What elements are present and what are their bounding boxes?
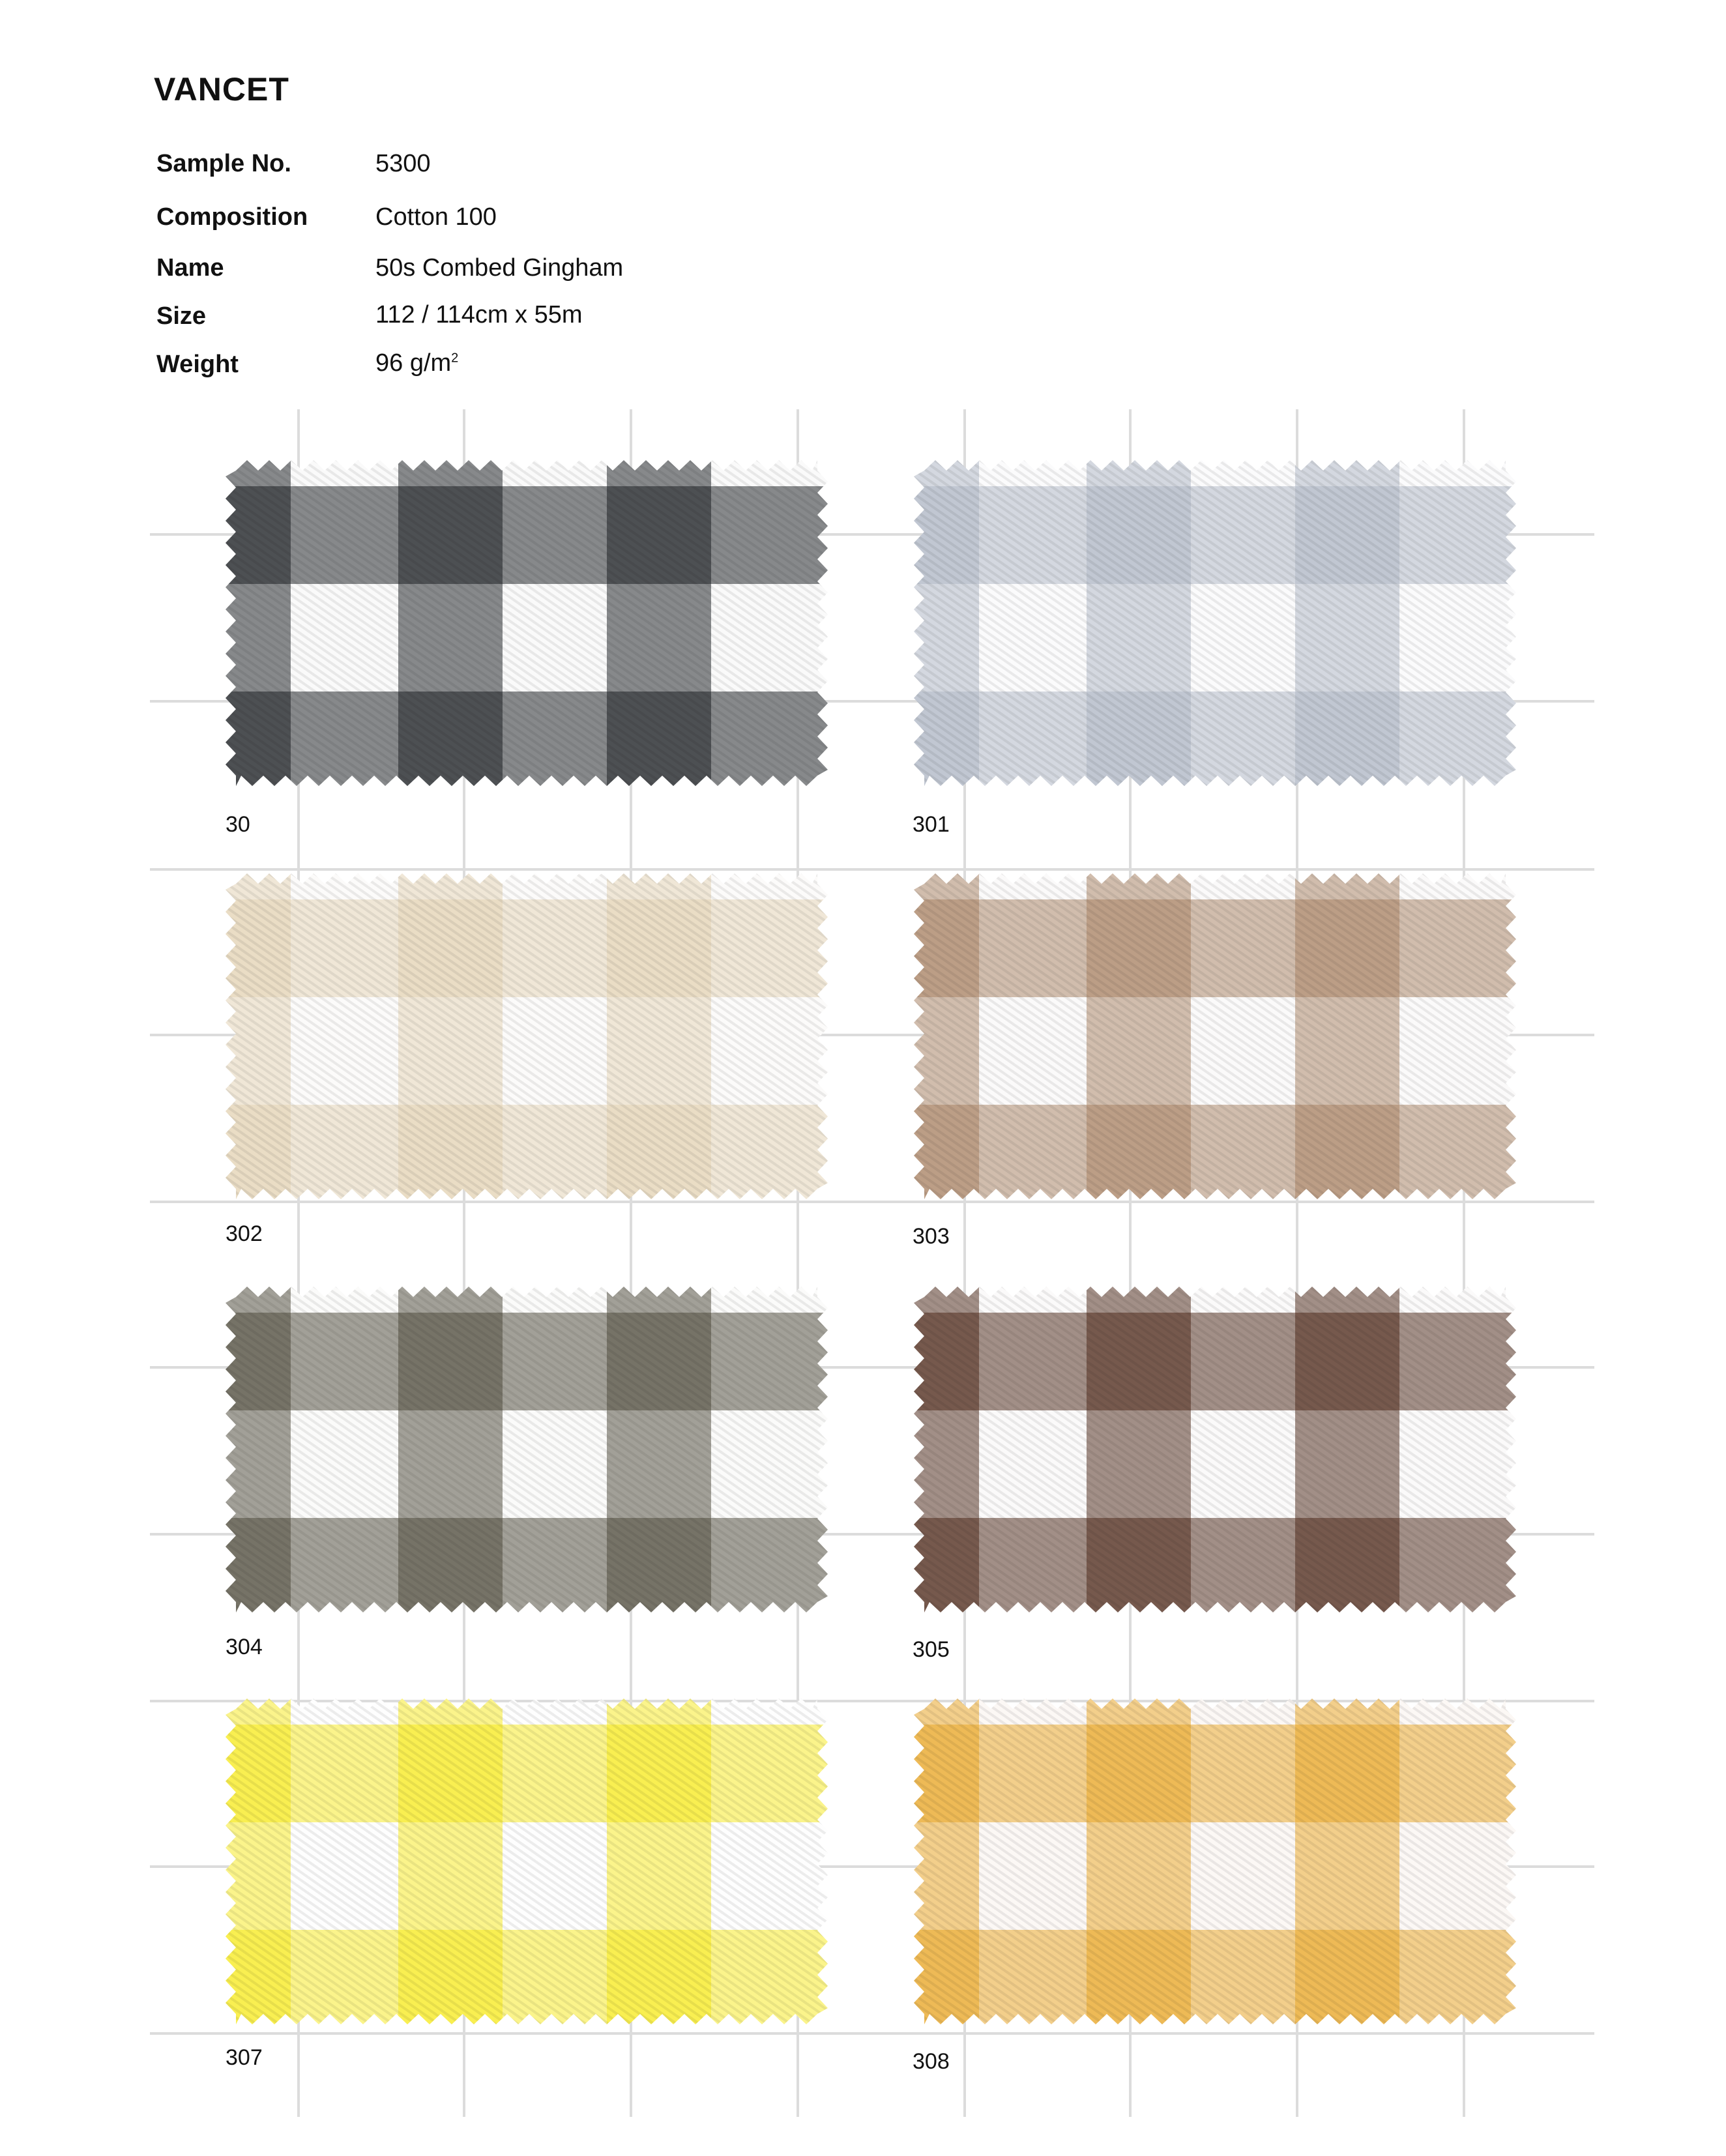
spec-label-sample-no: Sample No. [156, 150, 291, 177]
fabric-swatch-graphic [914, 1287, 1516, 1612]
swatch-301 [914, 460, 1516, 786]
swatch-305 [914, 1287, 1516, 1612]
fabric-swatch-graphic [226, 1698, 828, 2024]
spec-value-sample-no: 5300 [375, 150, 431, 177]
fabric-swatch-graphic [914, 1698, 1516, 2024]
spec-label-composition: Composition [156, 203, 308, 231]
fabric-swatch-graphic [914, 460, 1516, 786]
fabric-swatch-graphic [914, 873, 1516, 1199]
brand-title: VANCET [154, 71, 289, 108]
spec-label-weight: Weight [156, 351, 239, 378]
fabric-swatch-graphic [226, 1287, 828, 1612]
swatch-304 [226, 1287, 828, 1612]
weight-unit-superscript: 2 [451, 351, 459, 366]
swatch-code-301: 301 [913, 812, 950, 837]
spec-value-size: 112 / 114cm x 55m [375, 301, 583, 328]
swatch-code-303: 303 [913, 1224, 950, 1249]
swatch-302 [226, 873, 828, 1199]
spec-value-name: 50s Combed Gingham [375, 254, 624, 282]
swatch-307 [226, 1698, 828, 2024]
spec-value-composition: Cotton 100 [375, 203, 497, 231]
swatch-code-30: 30 [226, 812, 250, 837]
spec-label-size: Size [156, 302, 207, 330]
weight-value-text: 96 g/m [375, 349, 452, 377]
swatch-303 [914, 873, 1516, 1199]
swatch-308 [914, 1698, 1516, 2024]
swatch-code-308: 308 [913, 2049, 950, 2074]
swatch-30 [226, 460, 828, 786]
swatch-code-305: 305 [913, 1637, 950, 1662]
fabric-swatch-graphic [226, 460, 828, 786]
spec-label-name: Name [156, 254, 224, 282]
fabric-swatch-graphic [226, 873, 828, 1199]
swatch-code-307: 307 [226, 2045, 263, 2070]
swatch-code-304: 304 [226, 1635, 263, 1659]
swatch-code-302: 302 [226, 1221, 263, 1246]
